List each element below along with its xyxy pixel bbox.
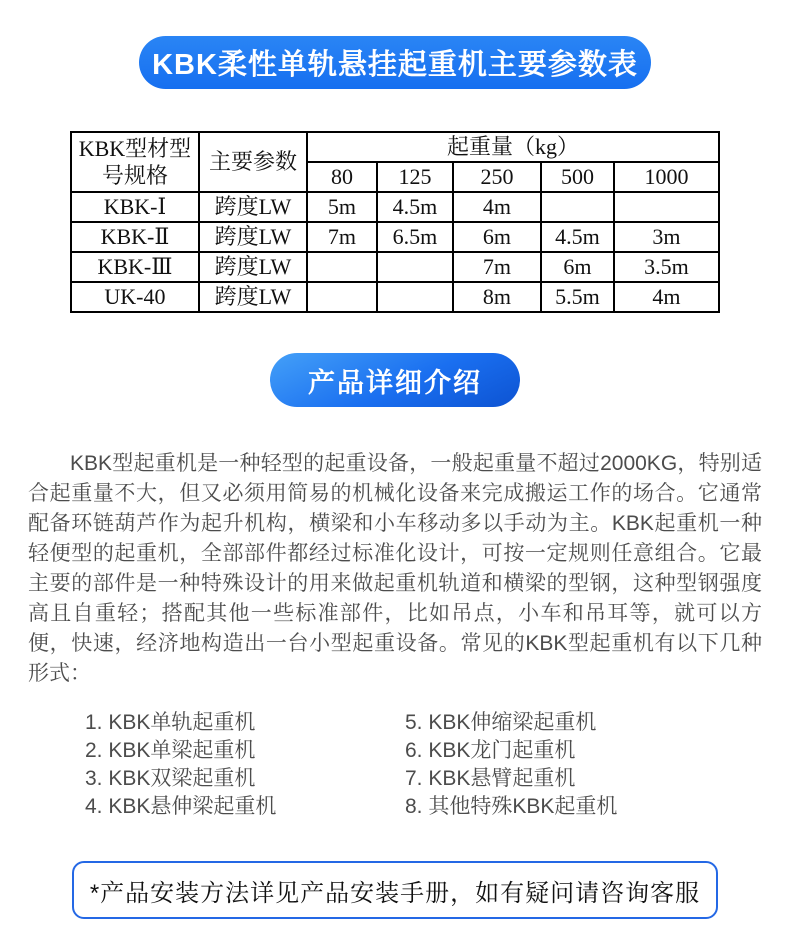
spec-table (70, 131, 720, 313)
cell-value: 5.5m (541, 282, 614, 312)
cell-model: KBK-Ⅲ (71, 252, 199, 282)
cell-value: 6m (453, 222, 541, 252)
list-item: 6. KBK龙门起重机 (405, 739, 576, 762)
cell-value: 4.5m (377, 192, 453, 222)
table-header-row-1 (71, 132, 719, 162)
cell-value (307, 252, 377, 282)
cell-model: UK-40 (71, 282, 199, 312)
header-cell-capacity-125: 125 (377, 162, 453, 192)
cell-param: 跨度LW (199, 222, 307, 252)
header-cell-capacity-500: 500 (541, 162, 614, 192)
cell-value: 3m (614, 222, 719, 252)
cell-value: 3.5m (614, 252, 719, 282)
header-cell-capacity: 起重量（kg） (307, 132, 719, 162)
installation-note-text: *产品安装方法详见产品安装手册，如有疑问请咨询客服 (89, 879, 701, 907)
cell-value (307, 282, 377, 312)
header-cell-param: 主要参数 (199, 132, 307, 192)
cell-value: 6m (541, 252, 614, 282)
cell-value: 4.5m (541, 222, 614, 252)
table-row (71, 282, 719, 312)
cell-value: 4m (614, 282, 719, 312)
crane-types-right-column (405, 709, 725, 821)
header-cell-capacity-1000: 1000 (614, 162, 719, 192)
cell-value (377, 282, 453, 312)
list-item: 5. KBK伸缩梁起重机 (405, 711, 597, 734)
page-title: KBK柔性单轨悬挂起重机主要参数表 (152, 49, 638, 81)
list-item: 7. KBK悬臂起重机 (405, 767, 576, 790)
cell-value: 5m (307, 192, 377, 222)
cell-model: KBK-Ⅱ (71, 222, 199, 252)
cell-value: 7m (453, 252, 541, 282)
page-title-banner (139, 36, 651, 89)
product-detail-section-button[interactable] (270, 353, 520, 407)
cell-value: 4m (453, 192, 541, 222)
list-item: 1. KBK单轨起重机 (85, 711, 256, 734)
product-detail-section-label: 产品详细介绍 (308, 367, 482, 398)
list-item: 3. KBK双梁起重机 (85, 767, 256, 790)
cell-value (541, 192, 614, 222)
cell-param: 跨度LW (199, 252, 307, 282)
list-item: 8. 其他特殊KBK起重机 (405, 795, 618, 818)
installation-note-box (72, 861, 718, 919)
table-row (71, 222, 719, 252)
cell-value: 6.5m (377, 222, 453, 252)
cell-param: 跨度LW (199, 192, 307, 222)
table-row (71, 192, 719, 222)
cell-param: 跨度LW (199, 282, 307, 312)
product-intro-paragraph: KBK型起重机是一种轻型的起重设备，一般起重量不超过2000KG，特别适合起重量不大，但又必须用简易的机械化设备来完成搬运工作的场合。它通常配备环链葫芦作为起升机构，横梁和小车移动多以手动为主。KBK起重机一种轻便型的起重机，全部部件都经过标准化设计，可按一定规则任意组合。它最主要的部件是一种特殊设计的用来做起重机轨道和横梁的型钢，这种型钢强度高且自重轻；搭配其他一些标准部件，比如吊点，小车和吊耳等，就可以方便，快速，经济地构造出一台小型起重设备。常见的KBK型起重机有以下几种形式： (28, 452, 762, 685)
table-row (71, 252, 719, 282)
list-item: 4. KBK悬伸梁起重机 (85, 795, 277, 818)
cell-value (614, 192, 719, 222)
cell-value: 7m (307, 222, 377, 252)
crane-types-left-column (85, 709, 405, 821)
header-cell-capacity-250: 250 (453, 162, 541, 192)
cell-value: 8m (453, 282, 541, 312)
header-cell-capacity-80: 80 (307, 162, 377, 192)
header-cell-model: KBK型材型号规格 (71, 132, 199, 192)
cell-model: KBK-Ⅰ (71, 192, 199, 222)
crane-types-list (85, 709, 790, 821)
cell-value (377, 252, 453, 282)
list-item: 2. KBK单梁起重机 (85, 739, 256, 762)
